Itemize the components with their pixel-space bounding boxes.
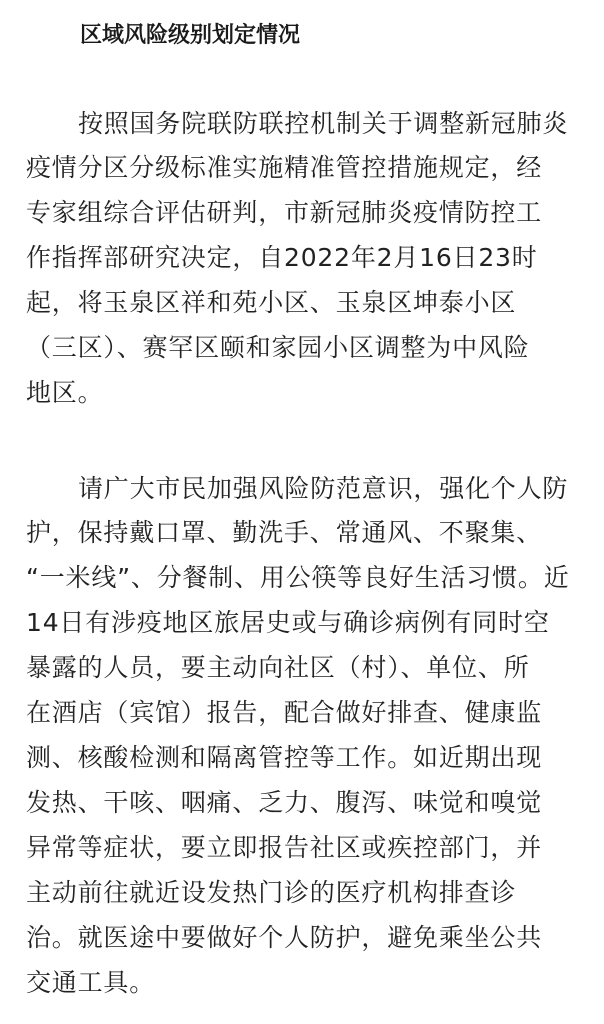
paragraph-line: 14日有涉疫地区旅居史或与确诊病例有同时空 xyxy=(26,608,550,637)
paragraph-line: 作指挥部研究决定，自2022年2月16日23时 xyxy=(26,243,538,272)
paragraph-line: 测、核酸检测和隔离管控等工作。如近期出现 xyxy=(26,743,543,772)
paragraph-line: 疫情分区分级标准实施精准管控措施规定，经 xyxy=(26,153,543,182)
paragraph-line: “一米线”、分餐制、用公筷等良好生活习惯。近 xyxy=(26,563,570,592)
paragraph-line: 异常等症状，要立即报告社区或疾控部门，并 xyxy=(26,833,543,862)
paragraph-line: 按照国务院联防联控机制关于调整新冠肺炎 xyxy=(78,109,569,138)
paragraph-line: 起，将玉泉区祥和苑小区、玉泉区坤泰小区 xyxy=(26,288,517,317)
section-title: 区域风险级别划定情况 xyxy=(80,23,301,48)
paragraph-line: 在酒店（宾馆）报告，配合做好排查、健康监 xyxy=(26,698,543,727)
paragraph-line: 护，保持戴口罩、勤洗手、常通风、不聚集、 xyxy=(26,518,543,547)
paragraph-line: 治。就医途中要做好个人防护，避免乘坐公共 xyxy=(26,923,543,952)
paragraph-line: 暴露的人员，要主动向社区（村）、单位、所 xyxy=(26,653,530,682)
paragraph-line: （三区）、赛罕区颐和家园小区调整为中风险 xyxy=(26,333,530,362)
paragraph-line: 请广大市民加强风险防范意识，强化个人防 xyxy=(78,474,569,503)
paragraph-line: 发热、干咳、咽痛、乏力、腹泻、味觉和嗅觉 xyxy=(26,788,543,817)
paragraph-line: 专家组综合评估研判，市新冠肺炎疫情防控工 xyxy=(26,198,543,227)
paragraph-line: 地区。 xyxy=(26,378,104,407)
paragraph-line: 主动前往就近设发热门诊的医疗机构排查诊 xyxy=(26,878,517,907)
paragraph-line: 交通工具。 xyxy=(26,968,156,997)
